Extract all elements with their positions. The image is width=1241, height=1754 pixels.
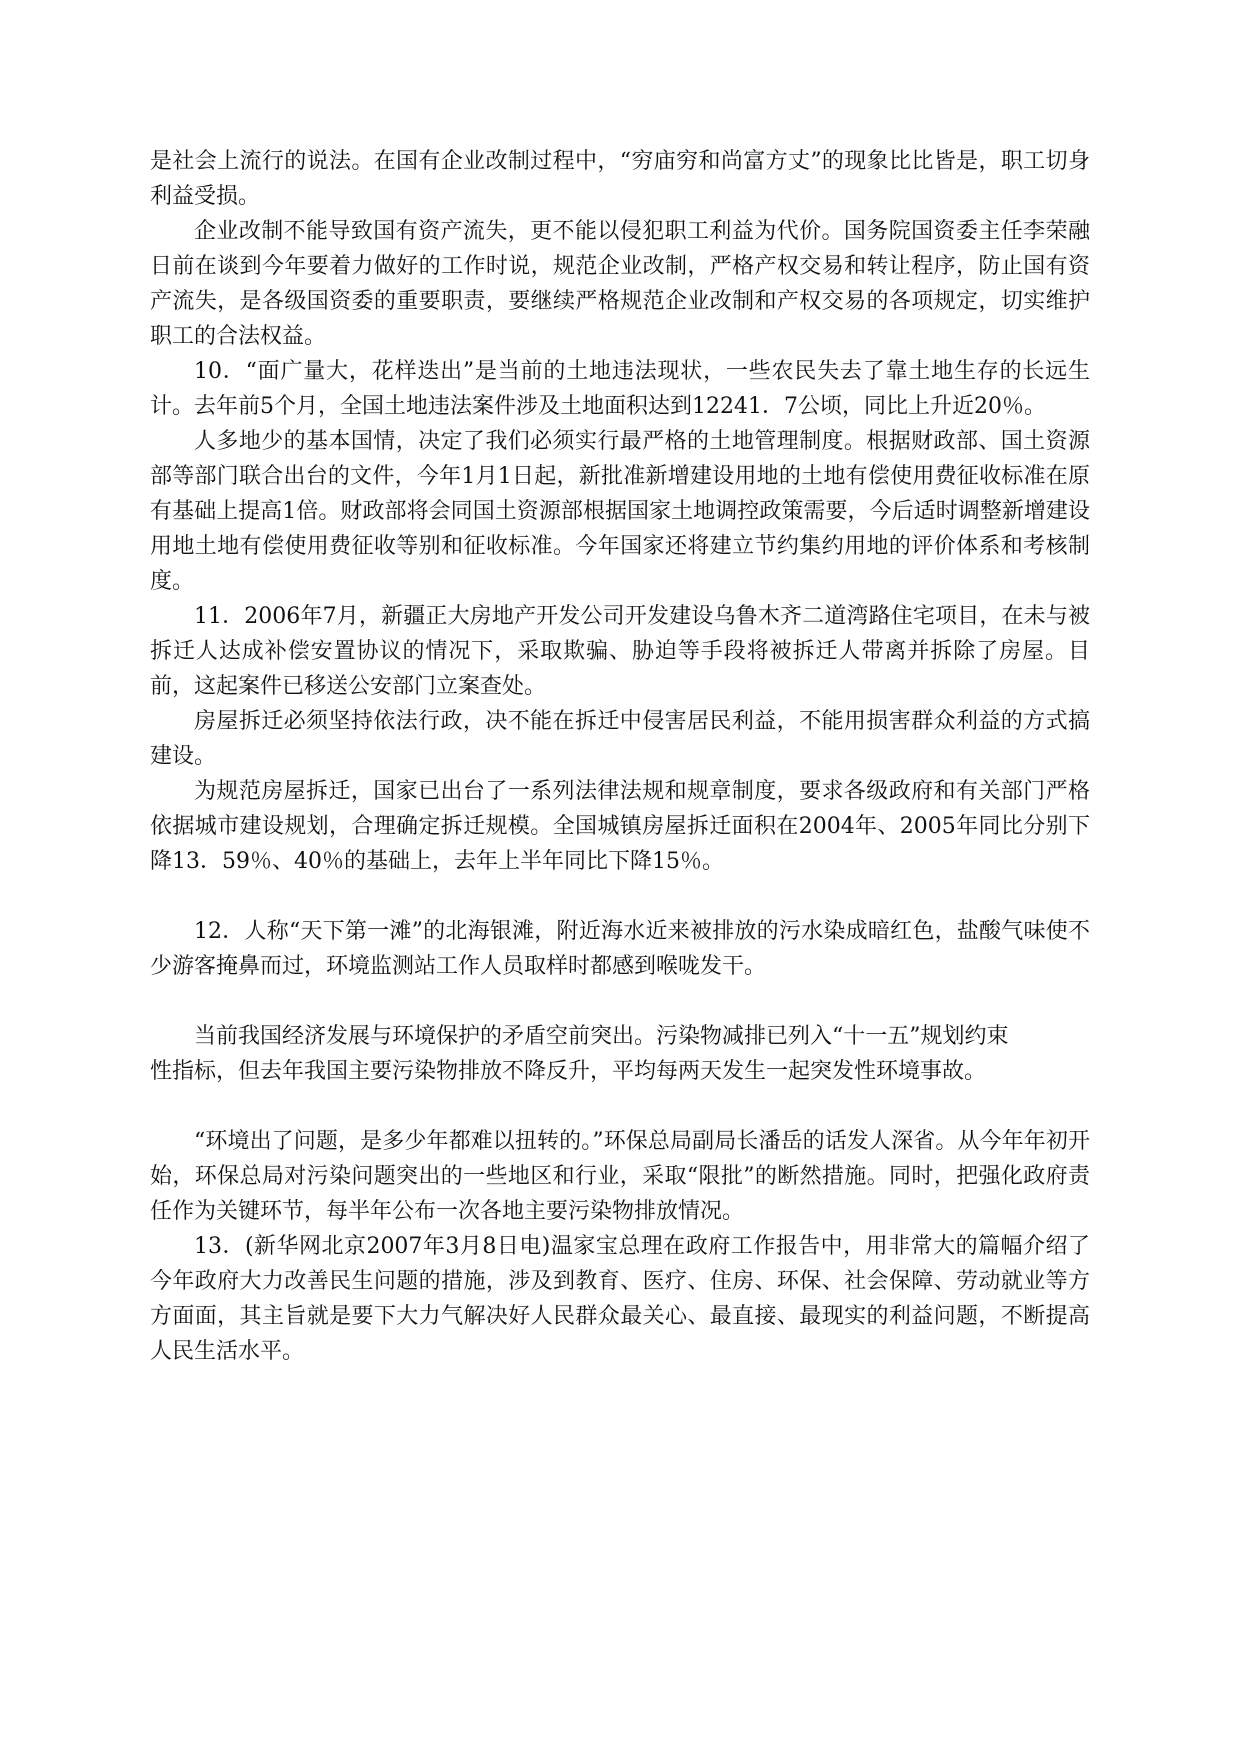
paragraph-5: 11．2006年7月，新疆正大房地产开发公司开发建设乌鲁木齐二道湾路住宅项目，在未与被拆迁人达成补偿安置协议的情况下，采取欺骗、胁迫等手段将被拆迁人带离并拆除了房屋。目前，这起案件已移送公安部门立案查处。 [150, 604, 1090, 699]
paragraph-10: 性指标，但去年我国主要污染物排放不降反升，平均每两天发生一起突发性环境事故。 [150, 1059, 987, 1084]
paragraph-4: 人多地少的基本国情，决定了我们必须实行最严格的土地管理制度。根据财政部、国土资源部等部门联合出台的文件，今年1月1日起，新批准新增建设用地的土地有偿使用费征收标准在原有基础上提高1倍。财政部将会同国土资源部根据国家土地调控政策需要，今后适时调整新增建设用地土地有偿使用费征收等别和征收标准。今年国家还将建立节约集约用地的评价体系和考核制度。 [150, 429, 1090, 594]
paragraph-1: 是社会上流行的说法。在国有企业改制过程中，“穷庙穷和尚富方丈”的现象比比皆是，职工切身利益受损。 [150, 149, 1090, 209]
paragraph-3: 10．“面广量大，花样迭出”是当前的土地违法现状，一些农民失去了靠土地生存的长远生计。去年前5个月，全国土地违法案件涉及土地面积达到12241．7公顷，同比上升近20％。 [150, 359, 1090, 419]
paragraph-7: 为规范房屋拆迁，国家已出台了一系列法律法规和规章制度，要求各级政府和有关部门严格依据城市建设规划，合理确定拆迁规模。全国城镇房屋拆迁面积在2004年、2005年同比分别下降13．59％、40％的基础上，去年上半年同比下降15％。 [150, 779, 1090, 874]
paragraph-8: 12．人称“天下第一滩”的北海银滩，附近海水近来被排放的污水染成暗红色，盐酸气味使不少游客掩鼻而过，环境监测站工作人员取样时都感到喉咙发干。 [150, 919, 1090, 979]
paragraph-spacer [150, 984, 1090, 1019]
paragraph-spacer [150, 1089, 1090, 1124]
paragraph-2: 企业改制不能导致国有资产流失，更不能以侵犯职工利益为代价。国务院国资委主任李荣融日前在谈到今年要着力做好的工作时说，规范企业改制，严格产权交易和转让程序，防止国有资产流失，是各级国资委的重要职责，要继续严格规范企业改制和产权交易的各项规定，切实维护职工的合法权益。 [150, 219, 1090, 349]
paragraph-11: “环境出了问题，是多少年都难以扭转的。”环保总局副局长潘岳的话发人深省。从今年年初开始，环保总局对污染问题突出的一些地区和行业，采取“限批”的断然措施。同时，把强化政府责任作为关键环节，每半年公布一次各地主要污染物排放情况。 [150, 1129, 1090, 1224]
paragraph-spacer [150, 879, 1090, 914]
paragraph-9: 当前我国经济发展与环境保护的矛盾空前突出。污染物减排已列入“十一五”规划约束 [194, 1024, 1009, 1049]
paragraph-6: 房屋拆迁必须坚持依法行政，决不能在拆迁中侵害居民利益，不能用损害群众利益的方式搞建设。 [150, 709, 1090, 769]
document-body [150, 144, 1090, 1369]
paragraph-12: 13．(新华网北京2007年3月8日电)温家宝总理在政府工作报告中，用非常大的篇幅介绍了今年政府大力改善民生问题的措施，涉及到教育、医疗、住房、环保、社会保障、劳动就业等方方面面，其主旨就是要下大力气解决好人民群众最关心、最直接、最现实的利益问题，不断提高人民生活水平。 [150, 1234, 1090, 1364]
